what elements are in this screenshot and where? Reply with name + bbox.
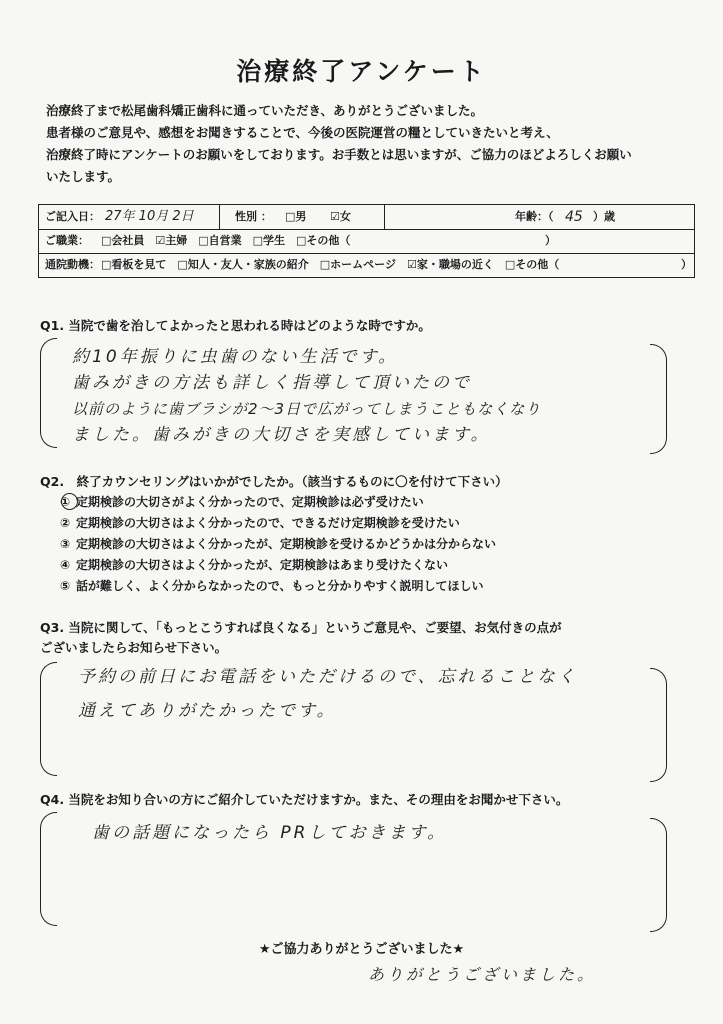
q2-option-5-number: ⑤ (60, 579, 71, 593)
intro-line-1: 治療終了まで松尾歯科矯正歯科に通っていただき、ありがとうございました。 (46, 103, 484, 118)
closing-message: ★ご協力ありがとうございました★ (258, 942, 465, 957)
info-row-visit (39, 253, 694, 277)
q2-question: Q2. 終了カウンセリングはいかがでしたか。（該当するものに〇を付けて下さい） (40, 474, 508, 489)
q2-option-3[interactable] (60, 534, 680, 554)
q2-option-5-text: 話が難しく、よく分からなかったので、もっと分かりやすく説明してほしい (76, 579, 484, 593)
q4-question: Q4. 当院をお知り合いの方にご紹介していただけますか。また、その理由をお聞かせ下さい。 (40, 792, 569, 807)
q1-bracket-right (650, 344, 667, 454)
q2-option-2-number: ② (60, 516, 71, 530)
q1-answer-line-2: 歯みがきの方法も詳しく指導して頂いたので (72, 373, 472, 393)
q3-answer-line-1: 予約の前日にお電話をいただけるので、忘れることなく (78, 667, 578, 687)
info-row-date (39, 205, 694, 230)
job-label: ご職業： (45, 234, 89, 247)
q4-bracket-left (40, 812, 57, 926)
q1-answer-line-1: 約10年振りに虫歯のない生活です。 (72, 347, 399, 367)
q4-answer-line-1: 歯の話題になったら PRしておきます。 (92, 823, 448, 843)
date-label: ご記入日： (45, 210, 100, 223)
page-title: 治療終了アンケート (236, 57, 487, 86)
gender-label: 性別 ： (235, 210, 272, 223)
respondent-info-table (38, 204, 695, 278)
q2-option-2[interactable] (60, 513, 680, 533)
q2-option-2-text: 定期検診の大切さはよく分かったので、できるだけ定期検診を受けたい (76, 516, 460, 530)
job-options[interactable]: □会社員 ☑主婦 □自営業 □学生 □その他（ (101, 234, 351, 247)
q3-question-line-2: ございましたらお知らせ下さい。 (40, 640, 228, 655)
gender-male-checkbox[interactable]: □男 (285, 210, 307, 223)
q2-option-4-number: ④ (60, 558, 71, 572)
q3-bracket-left (40, 662, 57, 776)
q1-answer-line-3: 以前のように歯ブラシが2〜3日で広がってしまうこともなくなり (72, 400, 542, 418)
age-suffix: ）歳 (593, 210, 615, 223)
gender-female-checkbox[interactable]: ☑女 (330, 210, 351, 223)
q1-question: Q1. 当院で歯を治してよかったと思われる時はどのような時ですか。 (40, 318, 431, 333)
divider (384, 205, 385, 229)
q2-option-5[interactable] (60, 576, 680, 596)
q4-bracket-right (650, 818, 667, 932)
q3-question-line-1: Q3. 当院に関して、「もっとこうすれば良くなる」というご意見や、ご要望、お気付きの点が (40, 620, 562, 635)
q2-option-3-text: 定期検診の大切さはよく分かったが、定期検診を受けるかどうかは分からない (76, 537, 497, 551)
job-other-close: ） (545, 234, 556, 247)
visit-other-close: ） (681, 258, 692, 271)
visit-label: 通院動機： (45, 258, 100, 271)
q3-bracket-right (650, 668, 667, 782)
age-label: 年齢：（ (515, 210, 554, 223)
intro-line-4: いたします。 (46, 169, 121, 184)
q1-answer-line-4: ました。歯みがきの大切さを実感しています。 (72, 425, 491, 445)
q2-option-4[interactable] (60, 555, 680, 575)
info-row-job (39, 229, 694, 254)
q2-option-1[interactable] (60, 492, 680, 512)
intro-line-2: 患者様のご意見や、感想をお聞きすることで、今後の医院運営の糧としていきたいと考え、 (46, 125, 559, 140)
q2-option-4-text: 定期検診の大切さはよく分かったが、定期検診はあまり受けたくない (76, 558, 449, 572)
visit-options[interactable]: □看板を見て □知人・友人・家族の紹介 □ホームページ ☑家・職場の近く □その他（ (101, 258, 560, 271)
q2-option-3-number: ③ (60, 537, 71, 551)
q3-answer-line-2: 通えてありがたかったです。 (78, 701, 337, 721)
q2-option-1-text: 定期検診の大切さがよく分かったので、定期検診は必ず受けたい (76, 495, 424, 509)
q1-bracket-left (40, 338, 57, 448)
q2-option-1-number: ① (60, 495, 71, 509)
intro-line-3: 治療終了時にアンケートのお願いをしております。お手数とは思いますが、ご協力のほどよろしくお願い (46, 147, 632, 162)
age-value[interactable]: 45 (565, 209, 583, 225)
date-value[interactable]: 27年 10月 2日 (105, 209, 194, 224)
divider (219, 205, 220, 229)
handwritten-thanks: ありがとうございました。 (368, 965, 597, 984)
